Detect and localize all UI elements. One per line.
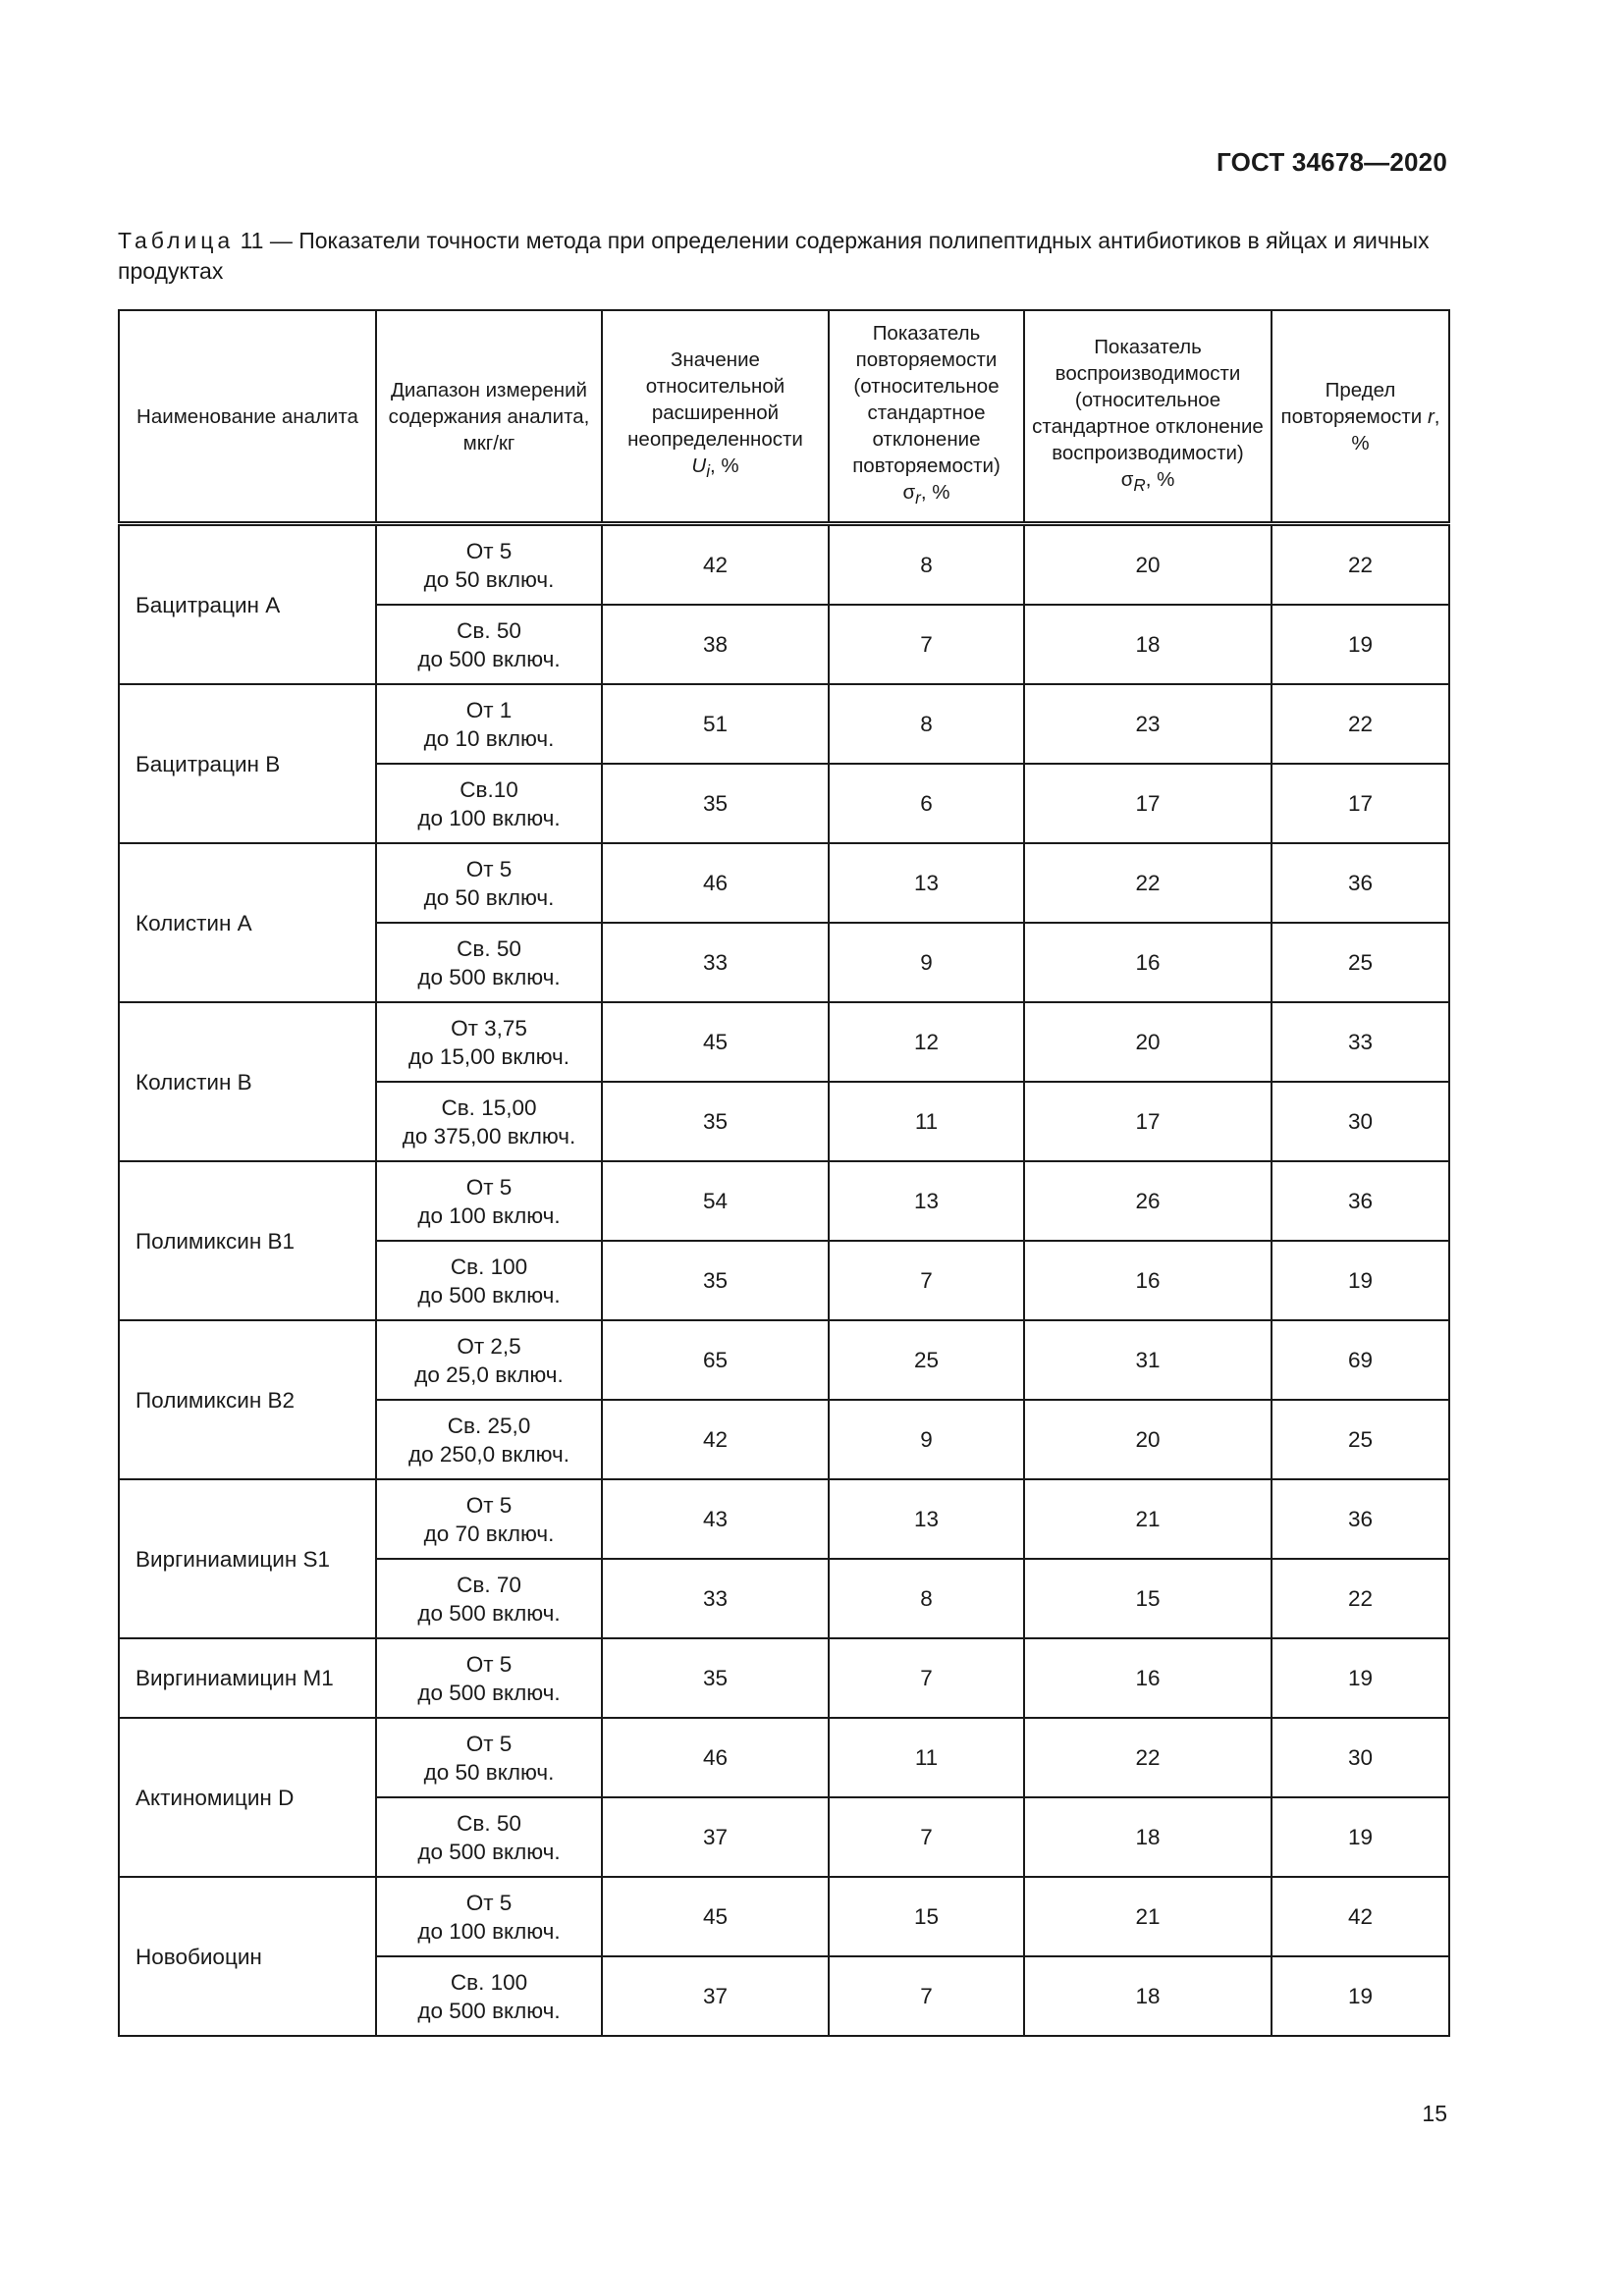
repeatability-limit-value: 17 (1272, 764, 1449, 843)
uncertainty-value: 46 (602, 1718, 829, 1797)
range-to: до 25,0 включ. (414, 1362, 564, 1387)
repeatability-limit-value: 36 (1272, 1161, 1449, 1241)
range-to: до 70 включ. (423, 1521, 555, 1546)
header-repeatability: Показатель повторяемости (относительное стандартное отклонение повторяемости) $\sigma_r$, % (829, 310, 1024, 524)
reproducibility-value: 16 (1024, 923, 1272, 1002)
repeatability-limit-value: 19 (1272, 605, 1449, 684)
table-body (119, 524, 1449, 2037)
range-cell (376, 1638, 602, 1718)
uncertainty-value: 54 (602, 1161, 829, 1241)
range-cell (376, 1320, 602, 1400)
range-to: до 50 включ. (423, 566, 555, 592)
repeatability-limit-value: 22 (1272, 684, 1449, 764)
uncertainty-value: 37 (602, 1797, 829, 1877)
range-from: От 1 (465, 697, 513, 722)
range-cell (376, 1082, 602, 1161)
reproducibility-value: 17 (1024, 1082, 1272, 1161)
analyte-name: Актиномицин D (119, 1718, 376, 1877)
reproducibility-value: 18 (1024, 605, 1272, 684)
uncertainty-value: 42 (602, 524, 829, 606)
range-to: до 500 включ. (417, 646, 561, 671)
uncertainty-value: 33 (602, 923, 829, 1002)
repeatability-value: 8 (829, 1559, 1024, 1638)
repeatability-value: 11 (829, 1082, 1024, 1161)
repeatability-value: 9 (829, 923, 1024, 1002)
range-from: Св. 50 (457, 617, 521, 643)
range-to: до 100 включ. (417, 805, 561, 830)
uncertainty-value: 43 (602, 1479, 829, 1559)
repeatability-limit-value: 30 (1272, 1718, 1449, 1797)
range-to: до 50 включ. (423, 1759, 555, 1785)
repeatability-limit-value: 30 (1272, 1082, 1449, 1161)
table-row (119, 1479, 1449, 1559)
table-caption (118, 226, 1448, 287)
reproducibility-value: 17 (1024, 764, 1272, 843)
repeatability-value: 12 (829, 1002, 1024, 1082)
reproducibility-value: 26 (1024, 1161, 1272, 1241)
table-row (119, 1002, 1449, 1082)
range-to: до 50 включ. (423, 884, 555, 910)
repeatability-value: 7 (829, 1797, 1024, 1877)
repeatability-limit-value: 22 (1272, 524, 1449, 606)
range-cell (376, 1797, 602, 1877)
reproducibility-value: 18 (1024, 1956, 1272, 2036)
repeatability-value: 13 (829, 1161, 1024, 1241)
range-from: Св. 50 (457, 935, 521, 961)
uncertainty-value: 33 (602, 1559, 829, 1638)
range-from: От 3,75 (451, 1015, 527, 1041)
range-to: до 500 включ. (417, 964, 561, 989)
table-row (119, 843, 1449, 923)
analyte-name: Новобиоцин (119, 1877, 376, 2036)
analyte-name: Полимиксин В1 (119, 1161, 376, 1320)
reproducibility-value: 16 (1024, 1638, 1272, 1718)
table-caption-text: 11 — Показатели точности метода при определении содержания полипептидных антибиотиков в яйцах и яичных продуктах (118, 228, 1430, 284)
repeatability-limit-value: 19 (1272, 1956, 1449, 2036)
table-row (119, 524, 1449, 606)
repeatability-limit-value: 25 (1272, 1400, 1449, 1479)
analyte-name: Виргиниамицин М1 (119, 1638, 376, 1718)
header-reproducibility: Показатель воспроизводимости (относительное стандартное отклонение воспроизводимости) $\sigma_R$, % (1024, 310, 1272, 524)
analyte-name: Бацитрацин В (119, 684, 376, 843)
repeatability-value: 11 (829, 1718, 1024, 1797)
range-cell (376, 605, 602, 684)
table-row (119, 1877, 1449, 1956)
range-cell (376, 1002, 602, 1082)
repeatability-limit-value: 33 (1272, 1002, 1449, 1082)
repeatability-value: 25 (829, 1320, 1024, 1400)
range-from: Св. 100 (450, 1254, 528, 1279)
range-to: до 500 включ. (417, 1998, 561, 2023)
repeatability-value: 8 (829, 524, 1024, 606)
range-to: до 500 включ. (417, 1680, 561, 1705)
analyte-name: Колистин А (119, 843, 376, 1002)
range-to: до 15,00 включ. (408, 1043, 569, 1069)
range-from: От 5 (465, 1890, 513, 1915)
range-from: От 5 (465, 1492, 513, 1518)
repeatability-limit-value: 36 (1272, 1479, 1449, 1559)
page-number: 15 (1422, 2101, 1447, 2126)
range-cell (376, 1241, 602, 1320)
document-code: ГОСТ 34678—2020 (1217, 147, 1447, 177)
repeatability-value: 9 (829, 1400, 1024, 1479)
range-to: до 100 включ. (417, 1202, 561, 1228)
range-to: до 500 включ. (417, 1600, 561, 1626)
uncertainty-value: 35 (602, 764, 829, 843)
repeatability-limit-value: 69 (1272, 1320, 1449, 1400)
repeatability-limit-value: 42 (1272, 1877, 1449, 1956)
uncertainty-value: 45 (602, 1877, 829, 1956)
repeatability-value: 13 (829, 1479, 1024, 1559)
table-caption-label: Таблица (118, 228, 235, 253)
reproducibility-value: 31 (1024, 1320, 1272, 1400)
uncertainty-value: 46 (602, 843, 829, 923)
repeatability-value: 8 (829, 684, 1024, 764)
reproducibility-value: 15 (1024, 1559, 1272, 1638)
header-repeatability-limit: Предел повторяемости r, % (1272, 310, 1449, 524)
range-from: От 2,5 (457, 1333, 521, 1359)
table-row (119, 1320, 1449, 1400)
range-cell (376, 1877, 602, 1956)
analyte-name: Колистин В (119, 1002, 376, 1161)
range-cell (376, 1559, 602, 1638)
analyte-name: Виргиниамицин S1 (119, 1479, 376, 1638)
repeatability-value: 15 (829, 1877, 1024, 1956)
range-to: до 100 включ. (417, 1918, 561, 1944)
header-range: Диапазон измерений содержания аналита, мкг/кг (376, 310, 602, 524)
range-from: Св.10 (460, 776, 518, 802)
reproducibility-value: 18 (1024, 1797, 1272, 1877)
range-to: до 250,0 включ. (408, 1441, 569, 1467)
reproducibility-value: 16 (1024, 1241, 1272, 1320)
reproducibility-value: 20 (1024, 524, 1272, 606)
range-from: Св. 100 (450, 1969, 528, 1995)
range-cell (376, 1400, 602, 1479)
repeatability-limit-value: 19 (1272, 1638, 1449, 1718)
table-row (119, 684, 1449, 764)
uncertainty-value: 51 (602, 684, 829, 764)
table-row (119, 1161, 1449, 1241)
uncertainty-value: 42 (602, 1400, 829, 1479)
repeatability-value: 7 (829, 1241, 1024, 1320)
range-cell (376, 684, 602, 764)
reproducibility-value: 20 (1024, 1400, 1272, 1479)
reproducibility-value: 21 (1024, 1877, 1272, 1956)
range-to: до 10 включ. (423, 725, 555, 751)
repeatability-value: 7 (829, 605, 1024, 684)
header-analyte: Наименование аналита (119, 310, 376, 524)
uncertainty-value: 37 (602, 1956, 829, 2036)
reproducibility-value: 21 (1024, 1479, 1272, 1559)
range-to: до 375,00 включ. (402, 1123, 576, 1148)
reproducibility-value: 22 (1024, 1718, 1272, 1797)
range-from: От 5 (465, 1651, 513, 1677)
range-from: Св. 15,00 (441, 1095, 537, 1120)
repeatability-value: 7 (829, 1956, 1024, 2036)
table-row (119, 1718, 1449, 1797)
reproducibility-value: 22 (1024, 843, 1272, 923)
range-cell (376, 843, 602, 923)
range-from: От 5 (465, 856, 513, 881)
repeatability-limit-value: 25 (1272, 923, 1449, 1002)
analyte-name: Полимиксин В2 (119, 1320, 376, 1479)
range-cell (376, 923, 602, 1002)
range-cell (376, 1479, 602, 1559)
header-uncertainty: Значение относительной расширенной неопределенности $U_i$, % (602, 310, 829, 524)
range-cell (376, 1956, 602, 2036)
accuracy-table (118, 309, 1450, 2037)
range-from: Св. 25,0 (447, 1413, 531, 1438)
repeatability-value: 6 (829, 764, 1024, 843)
uncertainty-value: 35 (602, 1082, 829, 1161)
repeatability-limit-value: 22 (1272, 1559, 1449, 1638)
uncertainty-value: 35 (602, 1241, 829, 1320)
reproducibility-value: 20 (1024, 1002, 1272, 1082)
uncertainty-value: 65 (602, 1320, 829, 1400)
range-cell (376, 764, 602, 843)
range-from: От 5 (465, 1731, 513, 1756)
table-header (119, 310, 1449, 524)
uncertainty-value: 38 (602, 605, 829, 684)
range-from: От 5 (465, 538, 513, 563)
repeatability-limit-value: 19 (1272, 1797, 1449, 1877)
range-to: до 500 включ. (417, 1839, 561, 1864)
repeatability-limit-value: 19 (1272, 1241, 1449, 1320)
range-cell (376, 1161, 602, 1241)
range-from: Св. 70 (457, 1572, 521, 1597)
range-from: От 5 (465, 1174, 513, 1200)
range-cell (376, 1718, 602, 1797)
uncertainty-value: 35 (602, 1638, 829, 1718)
reproducibility-value: 23 (1024, 684, 1272, 764)
repeatability-value: 13 (829, 843, 1024, 923)
range-from: Св. 50 (457, 1810, 521, 1836)
uncertainty-value: 45 (602, 1002, 829, 1082)
analyte-name: Бацитрацин А (119, 524, 376, 685)
range-cell (376, 524, 602, 606)
table-row (119, 1638, 1449, 1718)
repeatability-value: 7 (829, 1638, 1024, 1718)
repeatability-limit-value: 36 (1272, 843, 1449, 923)
range-to: до 500 включ. (417, 1282, 561, 1308)
